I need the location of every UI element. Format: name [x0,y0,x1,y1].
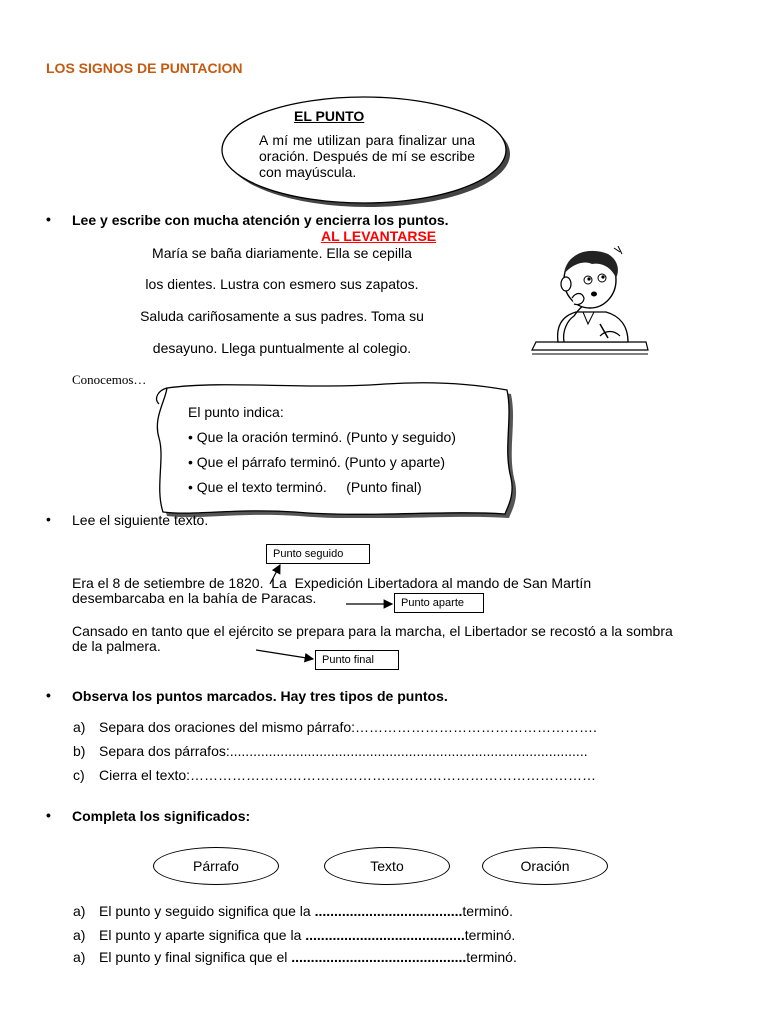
list-item-b-text: Separa dos párrafos:............................................................................................ [99,743,588,759]
list-letter: a) [73,949,86,965]
list-item-c-text: Cierra el texto:…………………………………………………………………………… [99,767,597,783]
word-oracion: Oración [482,847,608,885]
bullet-icon: • [46,211,51,227]
conocemos-item-1-text: Que la oración terminó. (Punto y seguido) [196,429,456,445]
list-item-c [73,767,597,783]
label-punto-aparte: Punto aparte [394,593,484,613]
meaning-2-blank: ......................................... [305,927,465,943]
label-punto-seguido: Punto seguido [266,544,370,564]
word-texto: Texto [324,847,450,885]
meaning-1-blank: ...................................... [314,903,463,919]
list-item-a [73,719,597,735]
word-parrafo: Párrafo [153,847,279,885]
list-letter: c) [73,767,85,783]
paragraph-1-line-2: desembarcaba en la bahía de Paracas. [72,590,317,606]
paragraph-2-line-2: de la palmera. [72,638,161,654]
paragraph-2 [72,624,673,654]
list-letter: a) [73,903,86,919]
meaning-1-text: El punto y seguido significa que la [99,903,315,919]
conocemos-item-2-text: Que el párrafo terminó. (Punto y aparte) [196,454,446,470]
list-letter: b) [73,743,86,759]
story-line-1: María se baña diariamente. Ella se cepilla [152,245,412,261]
list-letter: a) [73,719,86,735]
bullet-icon: • [46,511,51,527]
list-item-b [73,743,588,759]
meaning-3-text: El punto y final significa que el [99,949,292,965]
paragraph-1 [72,576,591,606]
paragraph-2-line-1: Cansado en tanto que el ejército se prepara para la marcha, el Libertador se recostó a la sombra [72,623,673,639]
conocemos-label: Conocemos… [72,372,147,387]
bullet-icon: • [46,807,51,823]
meaning-item-2 [73,927,516,943]
bullet-icon: • [188,429,193,445]
conocemos-item-3-text: Que el texto terminó. (Punto final) [196,479,422,495]
story-title: AL LEVANTARSE [321,228,437,244]
paragraph-1-line-1: Era el 8 de setiembre de 1820. La Expedición Libertadora al mando de San Martín [72,575,592,591]
label-punto-final: Punto final [315,650,399,670]
story-line-3: Saluda cariñosamente a sus padres. Toma su [140,308,424,324]
conocemos-intro: El punto indica: [188,404,284,420]
meaning-3-blank: ............................................. [291,949,467,965]
bullet-icon: • [188,479,193,495]
el-punto-heading: EL PUNTO [294,108,365,124]
meaning-item-3 [73,949,517,965]
meaning-3-end: terminó. [466,949,517,965]
story-line-2: los dientes. Lustra con esmero sus zapatos. [145,276,419,292]
list-letter: a) [73,927,86,943]
section1-instruction-text: Lee y escribe con mucha atención y encierra los puntos. [72,212,449,228]
section4-instruction [46,807,251,824]
section4-instruction-text: Completa los significados: [72,808,251,824]
page-title: LOS SIGNOS DE PUNTACION [46,60,243,76]
meaning-2-text: El punto y aparte significa que la [99,927,306,943]
section3-instruction [46,687,448,704]
meaning-item-1 [73,903,513,919]
list-item-a-text: Separa dos oraciones del mismo párrafo:……………………………………………. [99,719,597,735]
bullet-icon: • [46,687,51,703]
section2-instruction-text: Lee el siguiente texto. [72,512,209,528]
story-line-4: desayuno. Llega puntualmente al colegio. [152,340,412,356]
meaning-1-end: terminó. [462,903,513,919]
section3-instruction-text: Observa los puntos marcados. Hay tres tipos de puntos. [72,688,448,704]
meaning-2-end: terminó. [464,927,516,943]
bullet-icon: • [188,454,193,470]
el-punto-body: A mí me utilizan para finalizar una oración. Después de mí se escribe con mayúscula. [259,132,475,180]
